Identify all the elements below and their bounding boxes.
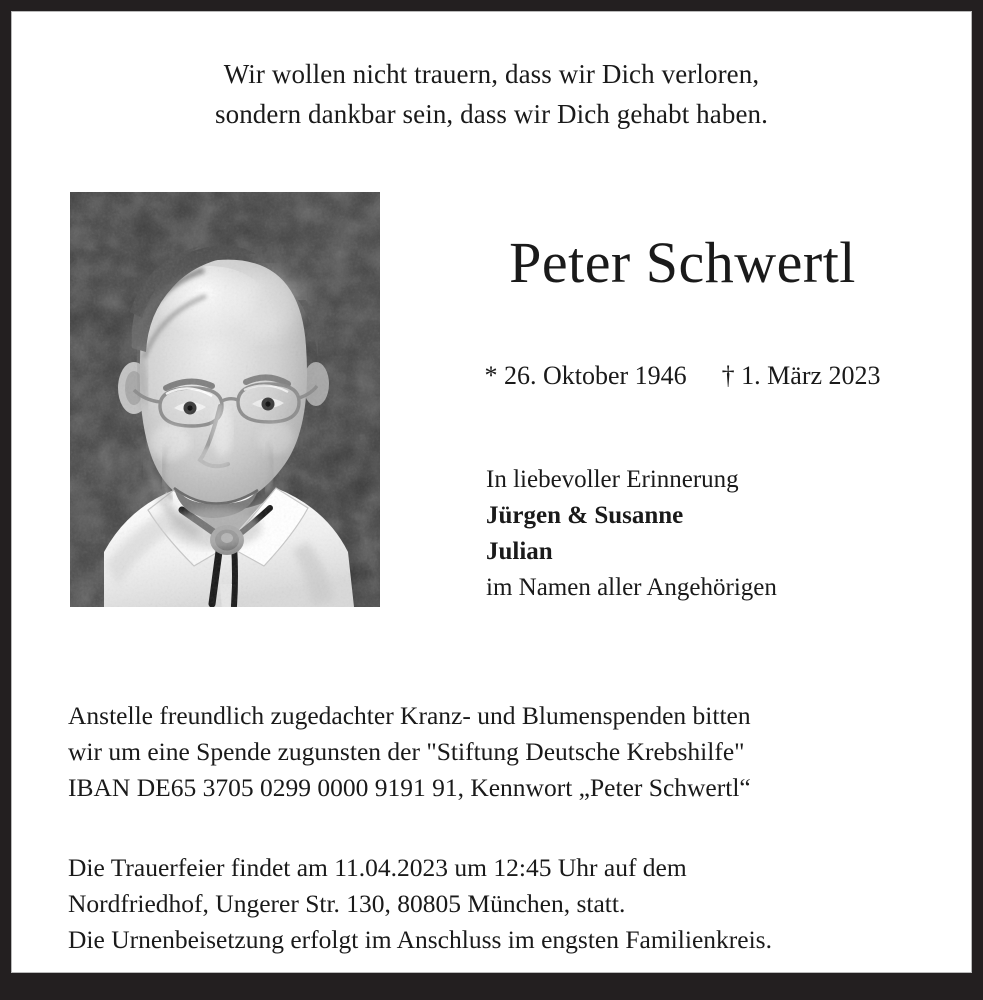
donation-iban-line: IBAN DE65 3705 0299 0000 9191 91, Kennwort „Peter Schwertl“	[68, 773, 751, 802]
epigraph-line-2: sondern dankbar sein, dass wir Dich gehabt haben.	[215, 99, 768, 129]
notice-card	[12, 12, 971, 972]
portrait-photo-illustration	[70, 192, 380, 607]
deceased-name: Peter Schwertl	[509, 230, 856, 295]
portrait-photo-frame	[70, 192, 380, 607]
birth-symbol: *	[484, 361, 498, 390]
dedication-closing: im Namen aller Angehörigen	[486, 574, 777, 601]
service-line-2: Nordfriedhof, Ungerer Str. 130, 80805 München, statt.	[68, 889, 626, 918]
dedication-block	[486, 462, 926, 606]
epigraph	[12, 54, 971, 134]
service-line-1: Die Trauerfeier findet am 11.04.2023 um 12:45 Uhr auf dem	[68, 853, 687, 882]
portrait-photo	[70, 192, 380, 607]
epigraph-line-1: Wir wollen nicht trauern, dass wir Dich verloren,	[223, 59, 760, 89]
life-dates	[410, 360, 955, 392]
death-symbol: †	[721, 361, 735, 390]
funeral-service-details	[68, 850, 948, 958]
donation-request	[68, 698, 948, 806]
mourner-line-1: Jürgen & Susanne	[486, 502, 684, 529]
death-date: 1. März 2023	[741, 361, 881, 390]
service-line-3: Die Urnenbeisetzung erfolgt im Anschluss im engsten Familienkreis.	[68, 925, 772, 954]
mourner-line-2: Julian	[486, 538, 553, 565]
dedication-intro: In liebevoller Erinnerung	[486, 466, 739, 493]
donation-line-1: Anstelle freundlich zugedachter Kranz- und Blumenspenden bitten	[68, 701, 751, 730]
donation-line-2: wir um eine Spende zugunsten der "Stiftung Deutsche Krebshilfe"	[68, 737, 745, 766]
birth-date: 26. Oktober 1946	[503, 361, 687, 390]
